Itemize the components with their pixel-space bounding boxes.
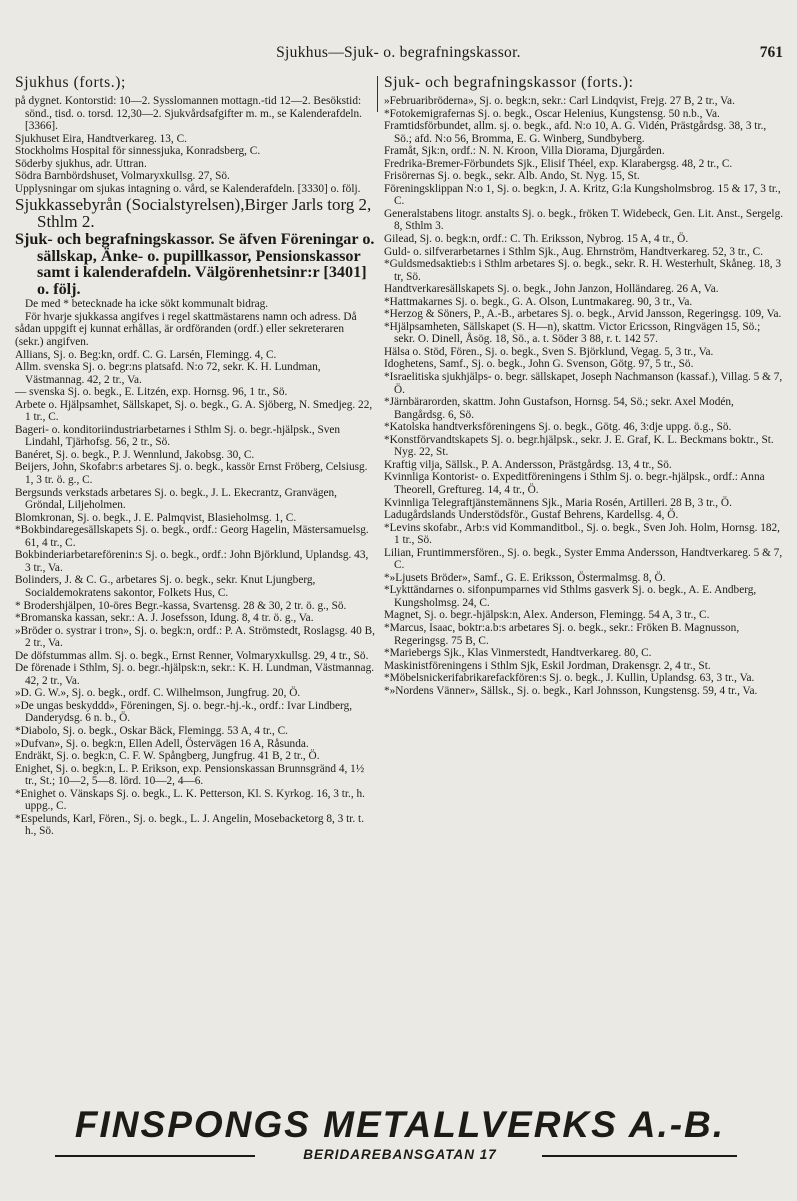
directory-entry: *»Ljusets Bröder», Samf., G. E. Eriksson, Östermalmsg. 8, Ö. bbox=[384, 571, 666, 584]
directory-entry: Bergsunds verkstads arbetares Sj. o. begk., J. L. Ekecrantz, Granvägen, Gröndal, Liljeholmen. bbox=[15, 486, 337, 512]
directory-entry: Gilead, Sj. o. begk:n, ordf.: C. Th. Eriksson, Nybrog. 15 A, 4 tr., Ö. bbox=[384, 233, 689, 246]
directory-entry: Guld- o. silfverarbetarnes i Sthlm Sjk., Aug. Ehrnström, Handtverkareg. 52, 3 tr., C. bbox=[384, 245, 764, 258]
directory-entry: Stockholms Hospital för sinnessjuka, Konradsberg, C. bbox=[15, 145, 261, 158]
directory-entry: Frisörernas Sj. o. begk., sekr. Alb. Ando, St. Nyg. 15, St. bbox=[384, 170, 640, 183]
directory-entry: — svenska Sj. o. begk., E. Litzén, exp. Hornsg. 96, 1 tr., Sö. bbox=[15, 386, 288, 399]
directory-entry: *Guldsmedsaktieb:s i Sthlm arbetares Sj. o. begk., sekr. R. H. Westerhult, Skåneg. 18, 3 tr, Sö. bbox=[384, 258, 782, 283]
directory-entry: *Marcus, Isaac, boktr:a.b:s arbetares Sj. o. begk., sekr.: Fröken B. Magnusson, Regeringsg. 75 B, C. bbox=[384, 621, 740, 647]
directory-entry: Framåt, Sjk:n, ordf.: N. N. Kroon, Villa Diorama, Djurgården. bbox=[384, 145, 665, 158]
directory-entry: *Järnbärarorden, skattm. John Gustafson, Hornsg. 54, Sö.; sekr. Axel Modén, Bangårdsg. 6, Sö. bbox=[384, 396, 734, 421]
directory-entry: *Fotokemigrafernas Sj. o. begk., Oscar Helenius, Kungstensg. 50 n.b., Va. bbox=[384, 107, 720, 120]
directory-entry: *Bokbindaregesällskapets Sj. o. begk., ordf.: Georg Hagelin, Mästersamuelsg. 61, 4 tr., C. bbox=[15, 524, 369, 549]
directory-entry: Sjukhuset Eira, Handtverkareg. 13, C. bbox=[15, 132, 187, 145]
right-column bbox=[384, 74, 784, 697]
directory-entry: Framtidsförbundet, allm. sj. o. begk., afd. N:o 10, A. G. Vidén, Prästgårdsg. 38, 3 tr., Sö.; afd. N:o 56, Bromma, E. G. Winberg, Sundbyberg. bbox=[384, 120, 767, 145]
directory-entry: Bageri- o. konditoriindustriarbetarnes i Sthlm Sj. o. begr.-hjälpsk., Sven Lindahl, Tjärhofsg. 56, 2 tr., Sö. bbox=[15, 423, 341, 449]
advertisement-address: BERIDAREBANSGATAN 17 bbox=[303, 1147, 497, 1162]
directory-entry: Endräkt, Sj. o. begk:n, C. F. W. Spångberg, Jungfrug. 41 B, 2 tr., Ö. bbox=[15, 750, 320, 763]
directory-entry: *Enighet o. Vänskaps Sj. o. begk., L. K. Petterson, Kl. S. Kyrkog. 16, 3 tr., h. uppg., C. bbox=[15, 787, 365, 813]
left-column bbox=[15, 74, 375, 838]
note-paragraph: För hvarje sjukkassa angifves i regel skattmästarens namn och adress. Då sådan uppgift ej kunnat erhållas, är ordföranden (ordf.) eller sekreteraren (sekr.) angifven. bbox=[15, 310, 357, 349]
directory-entry: *Espelunds, Karl, Fören., Sj. o. begk., L. J. Angelin, Mosebacketorg 8, 3 tr. t. h., Sö. bbox=[15, 812, 365, 838]
notes-list bbox=[15, 298, 375, 348]
directory-entry: »De ungas beskyddd», Föreningen, Sj. o. begr.-hj.-k., ordf.: Ivar Lindberg, Danderydsg. 6 n. b., Ö. bbox=[15, 699, 353, 725]
directory-entry: Idoghetens, Samf., Sj. o. begk., John G. Svenson, Götg. 97, 5 tr., Sö. bbox=[384, 358, 694, 371]
directory-entry: Allians, Sj. o. Beg:kn, ordf. C. G. Larsén, Flemingg. 4, C. bbox=[15, 348, 277, 361]
directory-entry: Upplysningar om sjukas intagning o. vård, se Kalenderafdeln. [3330] o. följ. bbox=[15, 182, 361, 195]
section-heading-sjukkassebyran: Sjukkassebyrån (Socialstyrelsen),Birger Jarls torg 2, Sthlm 2. bbox=[15, 195, 372, 232]
column-divider bbox=[377, 76, 378, 112]
kassor-list-right bbox=[384, 95, 784, 697]
directory-entry: *Mariebergs Sjk., Klas Vinmerstedt, Handtverkareg. 80, C. bbox=[384, 647, 652, 660]
directory-entry: Kvinnliga Kontorist- o. Expeditföreningens i Sthlm Sj. o. begr.-hjälpsk., ordf.: Anna Theorell, Greftureg. 14, 4 tr., Ö. bbox=[384, 471, 765, 496]
running-head: Sjukhus—Sjuk- o. begrafningskassor. bbox=[276, 44, 521, 61]
directory-entry: Banéret, Sj. o. begk., P. J. Wennlund, Jakobsg. 30, C. bbox=[15, 448, 255, 461]
directory-entry: Magnet, Sj. o. begr.-hjälpsk:n, Alex. Anderson, Flemingg. 54 A, 3 tr., C. bbox=[384, 609, 710, 622]
directory-entry: De döfstummas allm. Sj. o. begk., Ernst Renner, Volmaryxkullsg. 29, 4 tr., Sö. bbox=[15, 649, 369, 662]
directory-entry: *»Nordens Vänner», Sällsk., Sj. o. begk., Karl Johnsson, Kungstensg. 59, 4 tr., Va. bbox=[384, 684, 758, 697]
directory-entry: Södra Barnbördshuset, Volmaryxkullsg. 27, Sö. bbox=[15, 170, 230, 183]
directory-entry: Ladugårdslands Understödsför., Gustaf Behrens, Kardellsg. 4, Ö. bbox=[384, 509, 679, 522]
directory-entry: Blomkronan, Sj. o. begk., J. E. Palmqvist, Blasieholmsg. 1, C. bbox=[15, 511, 297, 524]
directory-entry: »Februaribröderna», Sj. o. begk:n, sekr.: Carl Lindqvist, Frejg. 27 B, 2 tr., Va. bbox=[384, 95, 735, 107]
directory-entry: Lilian, Fruntimmersfören., Sj. o. begk., Syster Emma Andersson, Handtverkareg. 5 & 7, C. bbox=[384, 546, 783, 572]
directory-entry: Arbete o. Hjälpsamhet, Sällskapet, Sj. o. begk., G. A. Sjöberg, N. Smedjeg. 22, 1 tr., C. bbox=[15, 398, 373, 424]
directory-entry: *Hjälpsamheten, Sällskapet (S. H—n), skattm. Victor Ericsson, Ringvägen 15, Sö.; sekr. O. Dinell, Åsög. 18, Sö., a. t. Söder 3 88, r. t. 142 57. bbox=[384, 320, 761, 346]
directory-entry: Kvinnliga Telegraftjänstemännens Sjk., Maria Rosén, Artilleri. 28 B, 3 tr., Ö. bbox=[384, 496, 732, 509]
kassor-list-left bbox=[15, 349, 375, 838]
directory-entry: *Hattmakarnes Sj. o. begk., G. A. Olson, Luntmakareg. 90, 3 tr., Va. bbox=[384, 295, 693, 308]
directory-entry: Handtverkaresällskapets Sj. o. begk., John Janzon, Holländareg. 26 A, Va. bbox=[384, 283, 719, 296]
directory-entry: Hälsa o. Stöd, Fören., Sj. o. begk., Sven S. Björklund, Vegag. 5, 3 tr., Va. bbox=[384, 345, 714, 358]
directory-entry: *Lykttändarnes o. sifonpumparnes vid Sthlms gasverk Sj. o. begk., A. E. Andberg, Kungsholmsg. 24, C. bbox=[384, 584, 757, 609]
directory-entry: »D. G. W.», Sj. o. begk., ordf. C. Wilhelmson, Jungfrug. 20, Ö. bbox=[15, 687, 301, 700]
directory-entry: *Möbelsnickerifabrikarefackfören:s Sj. o. begk., J. Kullin, Uplandsg. 63, 3 tr., Va. bbox=[384, 672, 755, 685]
directory-entry: Kraftig vilja, Sällsk., P. A. Andersson, Prästgårdsg. 13, 4 tr., Sö. bbox=[384, 458, 672, 471]
directory-entry: *Diabolo, Sj. o. begk., Oskar Bäck, Flemingg. 53 A, 4 tr., C. bbox=[15, 724, 288, 737]
directory-entry: *Bromanska kassan, sekr.: A. J. Josefsson, Idung. 8, 4 tr. ö. g., Va. bbox=[15, 612, 314, 625]
directory-entry: på dygnet. Kontorstid: 10—2. Sysslomannen mottagn.-tid 12—2. Besökstid: sönd., tisd. o. torsd. 12,30—2. Sjukvårdsafgifter m. m., se Kalenderafdeln. [3366]. bbox=[15, 95, 362, 133]
note-paragraph: De med * betecknade ha icke sökt kommunalt bidrag. bbox=[25, 298, 269, 311]
directory-entry: * Brodershjälpen, 10-öres Begr.-kassa, Svartensg. 28 & 30, 2 tr. ö. g., Sö. bbox=[15, 599, 347, 612]
directory-entry: Beijers, John, Skofabr:s arbetares Sj. o. begk., kassör Ernst Fröberg, Celsiusg. 1, 3 tr. ö. g., C. bbox=[15, 461, 368, 487]
directory-entry: »Bröder o. systrar i tron», Sj. o. begk:n, ordf.: P. A. Strömstedt, Roslagsg. 40 B, 2 tr., Va. bbox=[15, 624, 375, 650]
directory-entry: Maskinistföreningens i Sthlm Sjk, Eskil Jordman, Drakensgr. 2, 4 tr., St. bbox=[384, 659, 711, 672]
directory-entry: *Israelitiska sjukhjälps- o. begr. sällskapet, Joseph Nachmanson (kassaf.), Villag. 5 & 7, Ö. bbox=[384, 371, 783, 396]
advertisement-title: FINSPONGS METALLVERKS A.-B. bbox=[74, 1104, 726, 1145]
page-number: 761 bbox=[759, 44, 783, 61]
directory-entry: *Katolska handtverksföreningens Sj. o. begk., Götg. 46, 3:dje uppg. ö.g., Sö. bbox=[384, 421, 732, 434]
directory-entry: *Levins skofabr., Arb:s vid Kommanditbol., Sj. o. begk., Sven Joh. Holm, Hornsg. 182, 1 tr., Sö. bbox=[384, 521, 781, 547]
directory-entry: Bokbinderiarbetareförenin:s Sj. o. begk., ordf.: John Björklund, Uplandsg. 43, 3 tr., Va. bbox=[15, 549, 369, 574]
directory-entry: Enighet, Sj. o. begk:n, L. P. Erikson, exp. Pensionskassan Brunnsgränd 4, 1½ tr., St.; 10—2, 5—8. lörd. 10—2, 4—6. bbox=[15, 762, 365, 788]
directory-entry: Bolinders, J. & C. G., arbetares Sj. o. begk., sekr. Knut Ljungberg, Socialdemokratens sakontor, Folkets Hus, C. bbox=[15, 574, 316, 599]
directory-entry: Generalstabens litogr. anstalts Sj. o. begk., fröken T. Widebeck, Gen. Lit. Anst., Sergelg. 8, Sthlm 3. bbox=[384, 207, 784, 233]
left-column-heading: Sjukhus (forts.); bbox=[15, 74, 126, 91]
advertisement-banner bbox=[30, 1104, 770, 1164]
directory-entry: *Konstförvandtskapets Sj. o. begr.hjälpsk., sekr. J. E. Graf, K. L. Beckmans boktr., St. Nyg. 22, St. bbox=[384, 433, 774, 459]
right-column-heading: Sjuk- och begrafningskassor (forts.): bbox=[384, 74, 634, 91]
advertisement-rule-right bbox=[542, 1155, 737, 1157]
directory-entry: Fredrika-Bremer-Förbundets Sjk., Elisif Théel, exp. Klarabergsg. 48, 2 tr., C. bbox=[384, 157, 733, 170]
section-heading-sjuk-och-begrafningskassor: Sjuk- och begrafningskassor. Se äfven Föreningar o. sällskap, Änke- o. pupillkassor, Pensionskassor samt i kalenderafdeln. Välgörenhetsinr:r [3401] o. följ. bbox=[15, 230, 375, 298]
directory-entry: Söderby sjukhus, adr. Uttran. bbox=[15, 157, 147, 170]
directory-entry: Allm. svenska Sj. o. begr:ns platsafd. N:o 72, sekr. K. H. Lundman, Västmannag. 42, 2 tr., Va. bbox=[15, 361, 321, 386]
directory-entry: *Herzog & Söners, P., A.-B., arbetares Sj. o. begk., Arvid Jansson, Regeringsg. 109, Va. bbox=[384, 308, 782, 321]
directory-entry: Föreningsklippan N:o 1, Sj. o. begk:n, J. A. Kritz, G:la Kungsholmsbrog. 15 & 17, 3 tr., C. bbox=[384, 182, 781, 208]
directory-entry: De förenade i Sthlm, Sj. o. begr.-hjälpsk:n, sekr.: K. H. Lundman, Västmannag. 42, 2 tr., Va. bbox=[15, 662, 375, 687]
directory-entry: »Dufvan», Sj. o. begk:n, Ellen Adell, Östervägen 16 A, Råsunda. bbox=[15, 737, 309, 750]
left-entries-list bbox=[15, 95, 375, 195]
